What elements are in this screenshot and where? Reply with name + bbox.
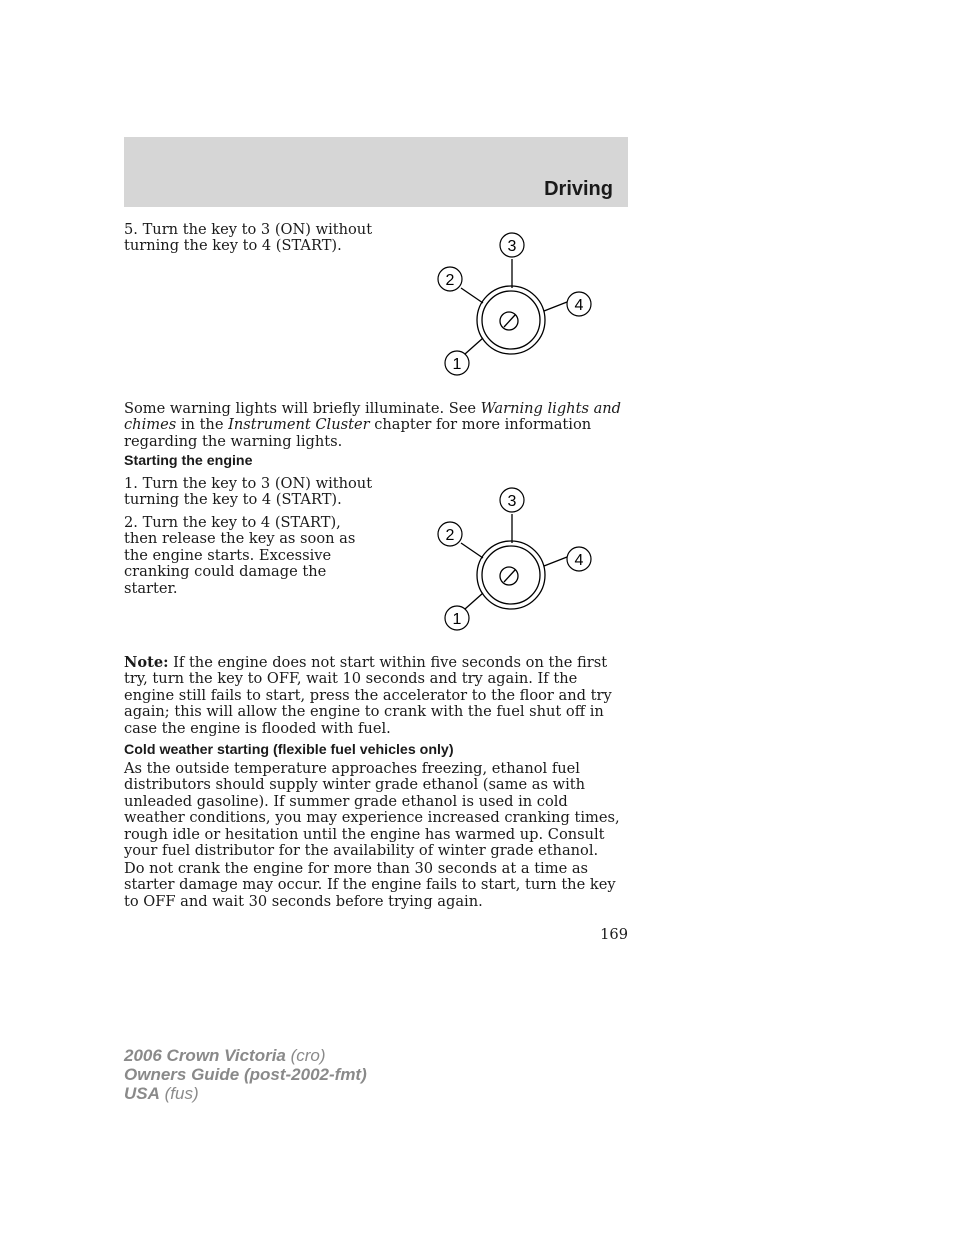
page-number: 169 xyxy=(600,926,628,943)
ignition-label-1: 1 xyxy=(452,356,462,373)
starting-step-2: 2. Turn the key to 4 (START), then release the key as soon as the engine starts. Excessive cranking could damage the starter. xyxy=(124,514,356,597)
ignition-diagram-bottom xyxy=(420,481,620,646)
instrument-cluster-reference: Instrument Cluster xyxy=(228,416,370,434)
ignition-label-3: 3 xyxy=(507,238,517,255)
ignition-label-4: 4 xyxy=(574,297,584,314)
cold-weather-paragraph-1: As the outside temperature approaches freezing, ethanol fuel distributors should supply winter grade ethanol (same as with unleaded gasoline). If summer grade ethanol is used in cold weather conditions, you may experience increased cranking times, rough idle or hesitation until the engine has warmed up. Consult your fuel distributor for the availability of winter grade ethanol. xyxy=(124,760,620,860)
starting-step-1: 1. Turn the key to 3 (ON) without turning the key to 4 (START). xyxy=(124,475,373,509)
cold-weather-paragraph-2: Do not crank the engine for more than 30 seconds at a time as starter damage may occur. If the engine fails to start, turn the key to OFF and wait 30 seconds before trying again. xyxy=(124,860,616,910)
starting-engine-heading: Starting the engine xyxy=(124,453,253,469)
note-paragraph: Note: If the engine does not start within five seconds on the first try, turn the key to OFF, wait 10 seconds and try again. If the engine still fails to start, press the accelerator to the floor and try again; this will allow the engine to crank with the fuel shut off in case the engine is flooded with fuel. xyxy=(124,654,612,737)
warning-lights-paragraph: Some warning lights will briefly illuminate. See Warning lights and chimes in the Instrument Cluster chapter for more information regarding the warning lights. xyxy=(124,400,622,450)
step-5-text: 5. Turn the key to 3 (ON) without turning the key to 4 (START). xyxy=(124,221,373,255)
ignition-label-3: 3 xyxy=(507,493,517,510)
section-title: Driving xyxy=(544,178,613,200)
warning-lights-reference: Warning lights and chimes xyxy=(124,400,622,434)
ignition-label-2: 2 xyxy=(445,272,455,289)
note-label: Note: xyxy=(124,654,169,671)
document-footer: 2006 Crown Victoria (cro) Owners Guide (post-2002-fmt) USA (fus) xyxy=(124,1046,367,1103)
ignition-label-4: 4 xyxy=(574,552,584,569)
ignition-label-2: 2 xyxy=(445,527,455,544)
ignition-diagram-top xyxy=(420,226,620,391)
cold-weather-heading: Cold weather starting (flexible fuel vehicles only) xyxy=(124,742,454,758)
header-band xyxy=(124,137,628,207)
ignition-label-1: 1 xyxy=(452,611,462,628)
